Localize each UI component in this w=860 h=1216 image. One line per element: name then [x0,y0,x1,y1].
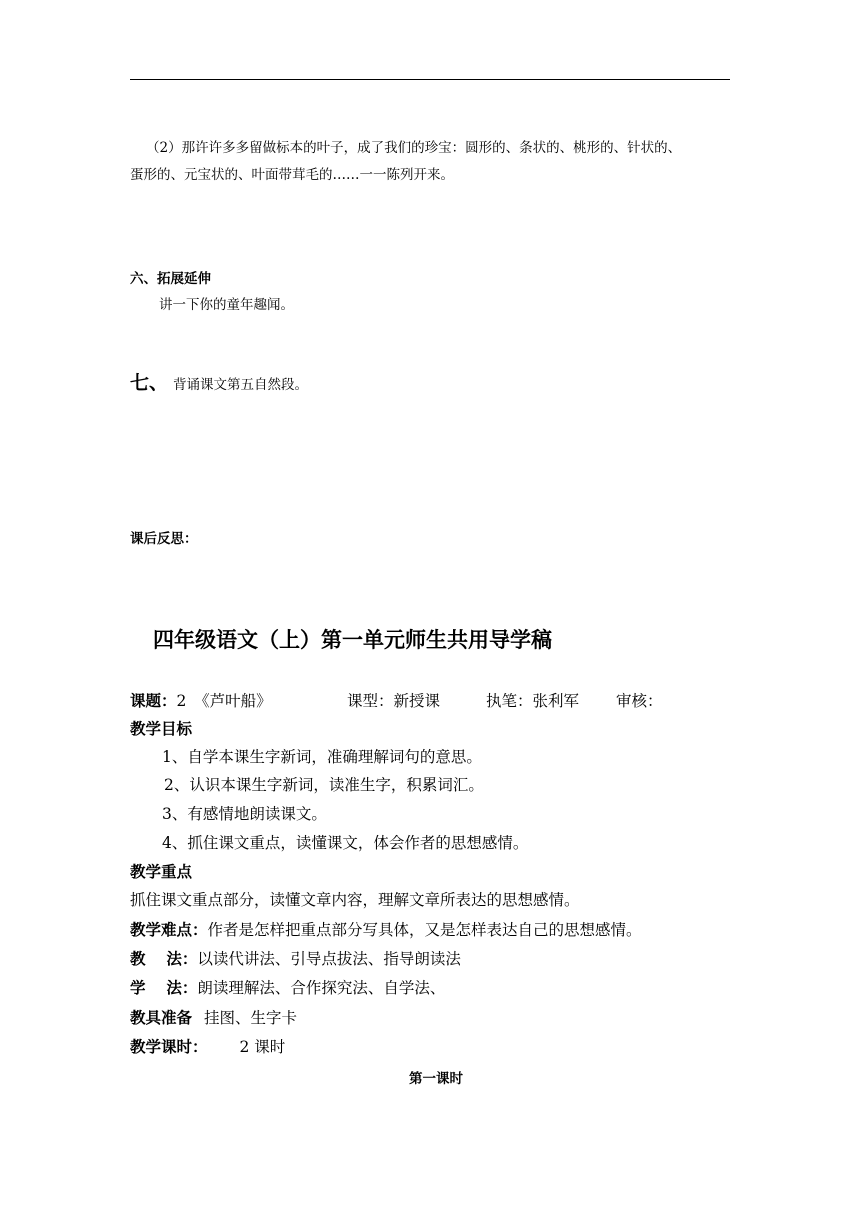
goal-item: 1、自学本课生字新词，准确理解词句的意思。 [162,748,482,766]
topic-value: 2 《芦叶船》 [176,692,272,710]
difficulty-text: 作者是怎样把重点部分写具体，又是怎样表达自己的思想感情。 [207,921,642,939]
section-7-numeral: 七、 [130,372,169,394]
lesson-author: 执笔：张利军 [486,692,580,710]
key-points-text: 抓住课文重点部分，读懂文章内容，理解文章所表达的思想感情。 [130,891,580,909]
difficulty-label: 教学难点： [130,921,208,939]
key-points-heading: 教学重点 [130,863,193,881]
materials-text: 挂图、生字卡 [204,1009,298,1027]
session-title: 第一课时 [409,1071,463,1087]
excerpt-line-2: 蛋形的、元宝状的、叶面带茸毛的……一一陈列开来。 [130,167,454,183]
goal-item: 4、抓住课文重点，读懂课文，体会作者的思想感情。 [162,834,529,852]
hours-row [130,1035,285,1057]
reflection-label: 课后反思： [130,531,198,547]
section-6-text: 讲一下你的童年趣闻。 [159,297,294,313]
teaching-method-row [130,947,461,969]
goal-item: 2、认识本课生字新词，读准生字，积累词汇。 [164,776,484,794]
learning-method-text: 朗读理解法、合作探究法、自学法、 [197,979,446,997]
teaching-method-text: 以读代讲法、引导点拔法、指导朗读法 [197,950,461,968]
difficulty-row [130,918,642,940]
section-6-heading: 六、拓展延伸 [130,271,211,287]
lesson-type: 课型：新授课 [347,692,441,710]
hours-text: 2 课时 [239,1038,286,1056]
materials-row [130,1006,297,1028]
goal-item: 3、有感情地朗读课文。 [162,805,327,823]
lesson-info-row [130,689,272,711]
header-rule [130,79,730,80]
document-title: 四年级语文（上）第一单元师生共用导学稿 [153,628,552,652]
lesson-review: 审核： [616,692,663,710]
materials-label: 教具准备 [130,1009,193,1027]
hours-label: 教学课时： [130,1038,208,1056]
topic-label: 课题： [130,692,177,710]
section-7-text: 背诵课文第五自然段。 [173,377,308,393]
learning-method-label: 学 法： [130,979,198,997]
teaching-method-label: 教 法： [130,950,198,968]
goals-heading: 教学目标 [130,720,193,738]
excerpt-line-1: （2）那许许多多留做标本的叶子，成了我们的珍宝：圆形的、条状的、桃形的、针状的、 [146,140,682,156]
learning-method-row [130,976,445,998]
